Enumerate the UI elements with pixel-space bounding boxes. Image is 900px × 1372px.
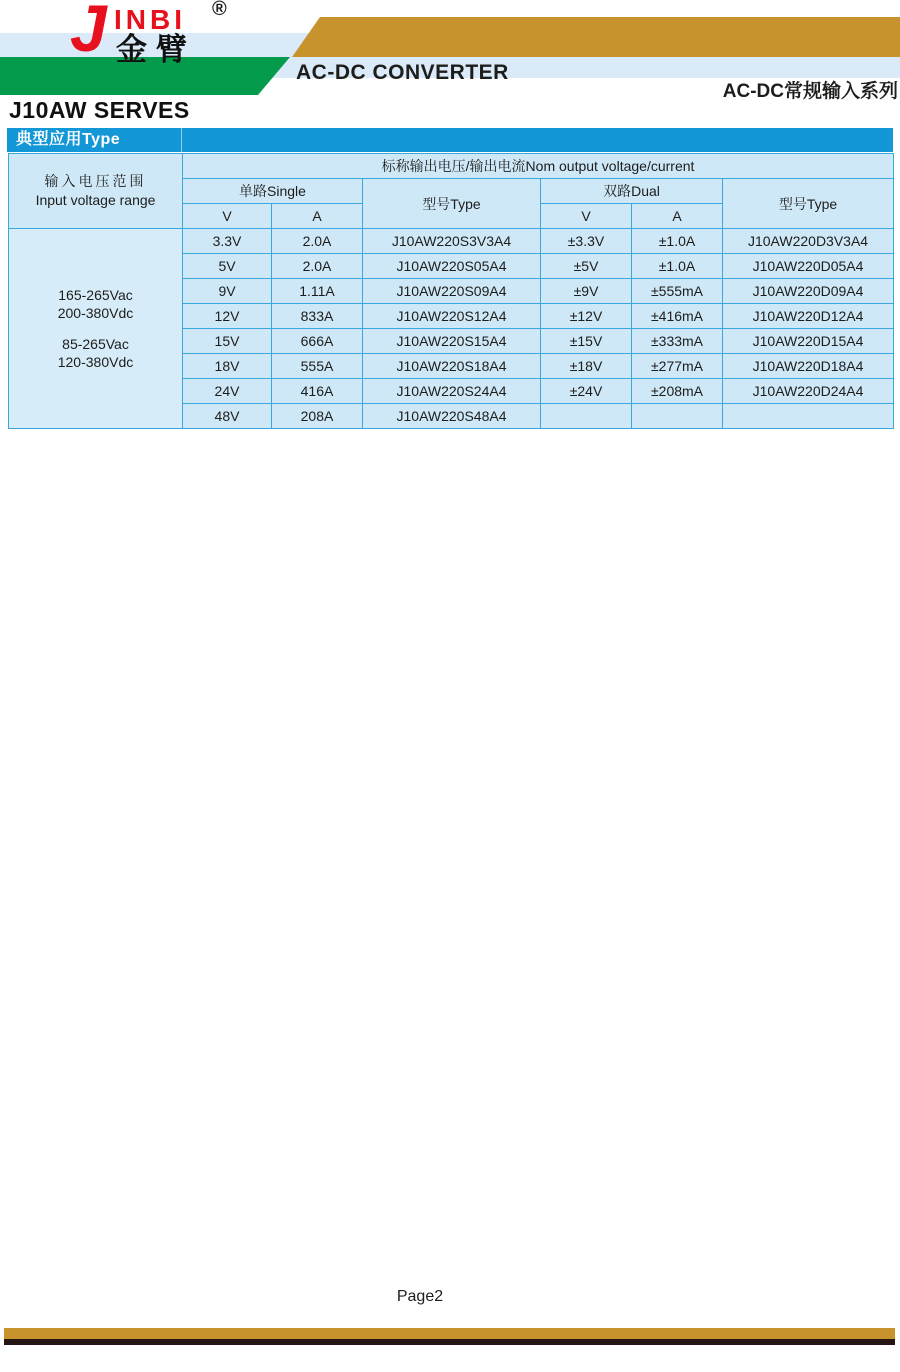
cell-single-voltage: 9V <box>183 279 272 304</box>
section-bar <box>7 128 893 152</box>
type-header-single-cell: 型号Type <box>363 179 541 229</box>
cell-dual-voltage: ±12V <box>541 304 632 329</box>
series-title-cn: AC-DC常规输入系列 <box>722 81 898 102</box>
cell-single-voltage: 15V <box>183 329 272 354</box>
cell-single-voltage: 24V <box>183 379 272 404</box>
cell-dual-current: ±208mA <box>632 379 723 404</box>
volt-header-dual: V <box>541 204 632 229</box>
logo-letter-j: J <box>70 0 107 65</box>
jinbi-logo <box>0 0 260 67</box>
volt-header-single: V <box>183 204 272 229</box>
cell-single-current: 416A <box>272 379 363 404</box>
cell-single-current: 2.0A <box>272 254 363 279</box>
cell-dual-current: ±333mA <box>632 329 723 354</box>
cell-single-type: J10AW220S09A4 <box>363 279 541 304</box>
cell-dual-current: ±1.0A <box>632 254 723 279</box>
input-range-header-cn: 输入电压范围 <box>44 173 147 189</box>
cell-single-type: J10AW220S05A4 <box>363 254 541 279</box>
page-title: J10AW SERVES <box>9 97 190 123</box>
amp-header-dual: A <box>632 204 723 229</box>
dual-header-cell: 双路Dual <box>541 179 723 204</box>
cell-dual-voltage: ±9V <box>541 279 632 304</box>
cell-single-voltage: 3.3V <box>183 229 272 254</box>
cell-dual-voltage: ±24V <box>541 379 632 404</box>
cell-single-type: J10AW220S48A4 <box>363 404 541 429</box>
cell-dual-current: ±416mA <box>632 304 723 329</box>
cell-dual-type: J10AW220D3V3A4 <box>723 229 894 254</box>
cell-single-type: J10AW220S24A4 <box>363 379 541 404</box>
cell-dual-current: ±277mA <box>632 354 723 379</box>
header-row-1 <box>9 154 894 179</box>
section-label: 典型应用Type <box>16 131 121 148</box>
input-range-line: 85-265Vac <box>62 336 129 352</box>
footer-gold-bar <box>4 1328 895 1339</box>
cell-single-current: 2.0A <box>272 229 363 254</box>
cell-dual-type <box>723 404 894 429</box>
cell-single-current: 666A <box>272 329 363 354</box>
cell-dual-voltage: ±5V <box>541 254 632 279</box>
cell-single-current: 208A <box>272 404 363 429</box>
logo-chinese-text: 金臂 <box>116 32 196 67</box>
input-voltage-range-cell <box>9 229 183 429</box>
amp-header-single: A <box>272 204 363 229</box>
single-header-cell: 单路Single <box>183 179 363 204</box>
output-header-cell: 标称输出电压/输出电流Nom output voltage/current <box>183 154 894 179</box>
cell-dual-type: J10AW220D24A4 <box>723 379 894 404</box>
cell-single-type: J10AW220S3V3A4 <box>363 229 541 254</box>
cell-dual-type: J10AW220D12A4 <box>723 304 894 329</box>
cell-dual-type: J10AW220D15A4 <box>723 329 894 354</box>
cell-dual-voltage: ±3.3V <box>541 229 632 254</box>
cell-single-voltage: 12V <box>183 304 272 329</box>
cell-dual-current: ±1.0A <box>632 229 723 254</box>
footer-dark-bar <box>4 1339 895 1345</box>
cell-single-voltage: 5V <box>183 254 272 279</box>
registered-trademark-icon: ® <box>212 0 227 20</box>
spec-table <box>8 153 894 429</box>
section-bar-divider <box>181 128 182 152</box>
type-header-dual-cell: 型号Type <box>723 179 894 229</box>
cell-single-voltage: 48V <box>183 404 272 429</box>
cell-single-voltage: 18V <box>183 354 272 379</box>
cell-single-current: 555A <box>272 354 363 379</box>
cell-dual-voltage: ±18V <box>541 354 632 379</box>
input-range-gap <box>9 322 182 335</box>
cell-single-current: 833A <box>272 304 363 329</box>
cell-dual-type: J10AW220D05A4 <box>723 254 894 279</box>
table-row <box>9 229 894 254</box>
cell-dual-type: J10AW220D09A4 <box>723 279 894 304</box>
page-number: Page2 <box>396 1288 444 1305</box>
cell-single-type: J10AW220S12A4 <box>363 304 541 329</box>
cell-single-current: 1.11A <box>272 279 363 304</box>
converter-title: AC-DC CONVERTER <box>296 61 509 84</box>
logo-brand-text: INBI <box>114 4 186 35</box>
cell-dual-current: ±555mA <box>632 279 723 304</box>
input-range-line: 120-380Vdc <box>57 354 134 370</box>
input-voltage-range-header <box>9 154 183 229</box>
cell-single-type: J10AW220S18A4 <box>363 354 541 379</box>
input-range-header-en: Input voltage range <box>35 192 156 208</box>
cell-dual-voltage: ±15V <box>541 329 632 354</box>
cell-dual-current <box>632 404 723 429</box>
cell-dual-type: J10AW220D18A4 <box>723 354 894 379</box>
cell-dual-voltage <box>541 404 632 429</box>
cell-single-type: J10AW220S15A4 <box>363 329 541 354</box>
input-range-line: 165-265Vac <box>58 287 133 303</box>
input-range-line: 200-380Vdc <box>57 305 134 321</box>
